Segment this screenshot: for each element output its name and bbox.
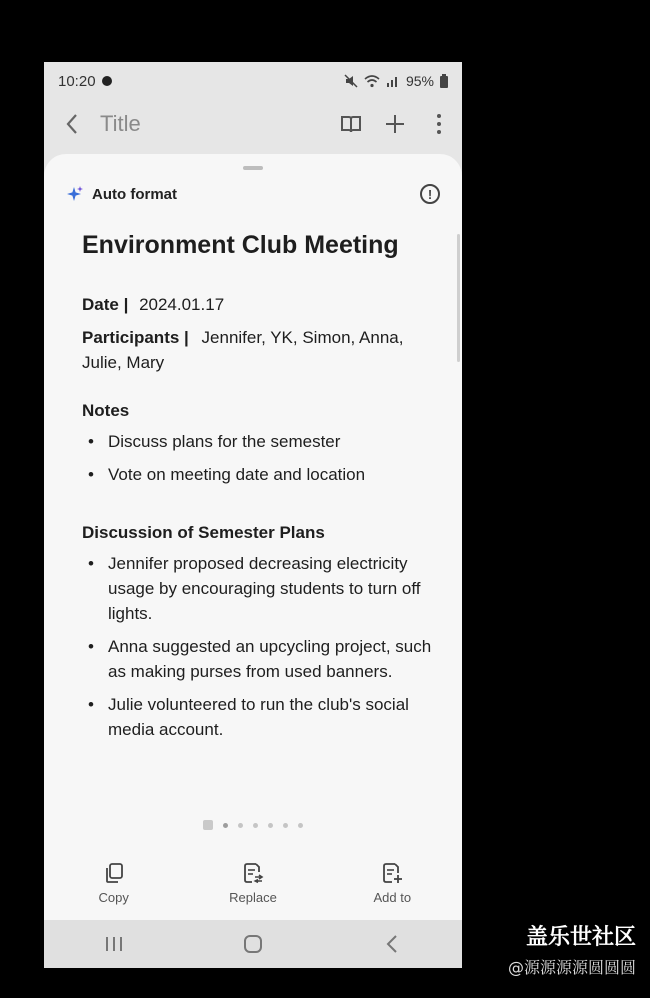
replace-label: Replace bbox=[229, 890, 277, 905]
add-to-button[interactable] bbox=[342, 862, 442, 905]
signal-icon bbox=[386, 74, 400, 88]
auto-format-label: Auto format bbox=[92, 185, 177, 203]
plus-icon bbox=[384, 113, 406, 135]
system-nav-bar bbox=[44, 920, 462, 968]
info-icon[interactable]: ! bbox=[420, 184, 440, 204]
battery-percent: 95% bbox=[405, 73, 434, 89]
chevron-left-icon bbox=[65, 113, 79, 135]
phone-screen bbox=[44, 62, 462, 968]
discussion-heading: Discussion of Semester Plans bbox=[82, 523, 325, 542]
notes-list bbox=[82, 429, 432, 487]
list-item: • Julie volunteered to run the club's social media account. bbox=[82, 692, 432, 742]
more-options-button[interactable] bbox=[426, 111, 452, 137]
copy-label: Copy bbox=[98, 890, 129, 905]
wifi-icon bbox=[364, 74, 380, 88]
participants-label: Participants | bbox=[82, 328, 189, 347]
date-value: 2024.01.17 bbox=[139, 295, 225, 314]
page-dot[interactable] bbox=[298, 823, 303, 828]
note-title[interactable]: Title bbox=[100, 111, 141, 136]
more-vert-icon bbox=[436, 113, 442, 135]
watermark-handle: @源源源源圆圆圆 bbox=[507, 958, 636, 977]
list-item: • Vote on meeting date and location bbox=[82, 462, 432, 487]
sheet-drag-handle[interactable] bbox=[243, 166, 263, 170]
list-item: • Discuss plans for the semester bbox=[82, 429, 432, 454]
list-item: • Anna suggested an upcycling project, such as making purses from used banners. bbox=[82, 634, 432, 684]
formatted-note bbox=[82, 230, 432, 742]
app-bar bbox=[44, 100, 462, 148]
notes-heading: Notes bbox=[82, 401, 130, 420]
document-title: Environment Club Meeting bbox=[82, 231, 399, 259]
page-dot[interactable] bbox=[253, 823, 258, 828]
add-button[interactable] bbox=[382, 111, 408, 137]
participants-value: Jennifer, YK, Simon, Anna, Julie, Mary bbox=[82, 328, 404, 372]
mute-icon bbox=[344, 74, 358, 88]
participants-row bbox=[82, 325, 432, 375]
copy-button[interactable] bbox=[64, 862, 164, 905]
status-time: 10:20 bbox=[58, 72, 96, 90]
date-row bbox=[82, 292, 432, 317]
page-indicator-original[interactable] bbox=[203, 820, 213, 830]
notification-dot-icon bbox=[102, 76, 112, 86]
recent-apps-button[interactable] bbox=[94, 929, 134, 959]
home-icon bbox=[244, 935, 262, 953]
page-indicator[interactable] bbox=[44, 820, 462, 830]
chevron-left-icon bbox=[386, 935, 398, 953]
status-bar bbox=[44, 62, 462, 100]
book-icon bbox=[340, 114, 362, 134]
scrollbar[interactable] bbox=[457, 234, 460, 362]
back-button[interactable] bbox=[54, 106, 90, 142]
auto-format-header bbox=[66, 182, 440, 206]
date-label: Date | bbox=[82, 295, 129, 314]
sparkle-icon bbox=[66, 185, 84, 203]
recents-icon bbox=[104, 936, 124, 952]
auto-format-sheet bbox=[44, 154, 462, 920]
reading-mode-button[interactable] bbox=[338, 111, 364, 137]
add-to-label: Add to bbox=[373, 890, 412, 905]
home-button[interactable] bbox=[233, 929, 273, 959]
action-bar bbox=[44, 862, 462, 905]
battery-icon bbox=[440, 74, 448, 88]
add-to-note-icon bbox=[381, 862, 403, 884]
replace-button[interactable] bbox=[203, 862, 303, 905]
page-dot[interactable] bbox=[283, 823, 288, 828]
page-dot[interactable] bbox=[223, 823, 228, 828]
page-dot[interactable] bbox=[238, 823, 243, 828]
watermark bbox=[508, 920, 636, 978]
system-back-button[interactable] bbox=[372, 929, 412, 959]
watermark-logo: 盖乐世社区 bbox=[525, 925, 636, 950]
list-item: • Jennifer proposed decreasing electricity usage by encouraging students to turn off lights. bbox=[82, 551, 432, 626]
discussion-list bbox=[82, 551, 432, 742]
replace-icon bbox=[242, 862, 264, 884]
page-dot[interactable] bbox=[268, 823, 273, 828]
copy-icon bbox=[103, 862, 125, 884]
